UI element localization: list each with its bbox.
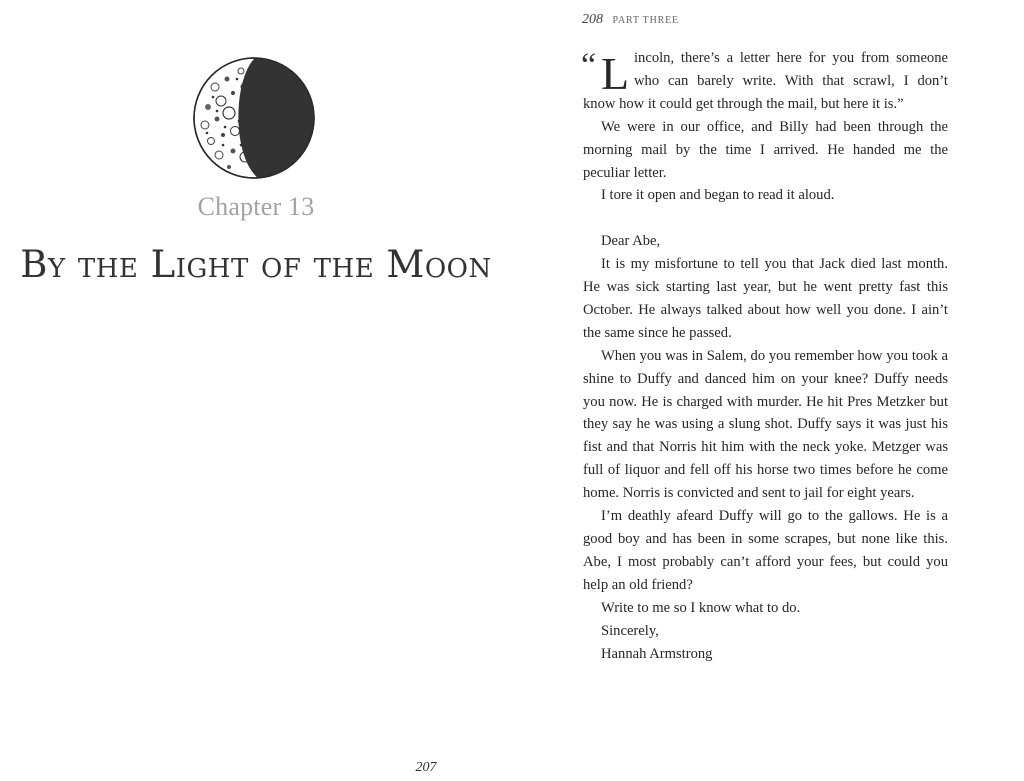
letter-paragraph: When you was in Salem, do you remember how you took a shine to Duffy and danced him on your knee? Duffy needs you now. He is charged with murder. He hit Pres Metzker but they say he was using a slung shot. Duffy says it was just his fist and that Norris hit him with the neck yoke. Metzger was full of liquor and fell off his horse two times before he come home. Norris is convicted and sent to jail for eight years. — [583, 347, 948, 502]
letter-paragraph: Write to me so I know what to do. — [601, 599, 801, 616]
letter-closing: Sincerely, — [601, 622, 659, 639]
letter-paragraph: It is my misfortune to tell you that Jack died last month. He was sick starting last year, but he went pretty fast this October. He always talked about how well you done. I ain’t the same since he passed. — [583, 256, 948, 341]
opening-line-1: incoln, there’s a letter here for you from someone — [634, 50, 948, 66]
letter-signature: Hannah Armstrong — [601, 645, 713, 662]
running-head-part: PART THREE — [612, 15, 679, 26]
body-text — [583, 47, 948, 665]
left-page-number: 207 — [415, 760, 437, 775]
opening-line-2: who can barely write. With that scrawl, I don’t — [634, 72, 948, 89]
drop-cap: L — [601, 48, 630, 99]
running-header — [582, 12, 679, 28]
letter-paragraph: I’m deathly afeard Duffy will go to the gallows. He is a good boy and has been in some scrapes, but none like this. Abe, I most probably can’t afford your fees, but could you help an old friend? — [583, 508, 948, 593]
paragraph: We were in our office, and Billy had been through the morning mail by the time I arrived. He handed me the peculiar letter. — [583, 118, 948, 181]
opening-line-rest: know how it could get through the mail, but here it is.” — [583, 95, 904, 112]
chapter-title: By the Light of the Moon — [20, 243, 492, 286]
chapter-number: Chapter 13 — [197, 192, 315, 221]
opening-paragraph — [583, 47, 948, 116]
paragraph: I tore it open and began to read it aloud. — [601, 187, 835, 204]
right-page — [512, 0, 1024, 781]
opening-quote-mark: “ — [581, 47, 597, 84]
right-page-number: 208 — [582, 12, 603, 27]
letter-salutation: Dear Abe, — [601, 233, 661, 250]
moon-icon — [193, 57, 315, 179]
section-gap — [583, 207, 948, 230]
